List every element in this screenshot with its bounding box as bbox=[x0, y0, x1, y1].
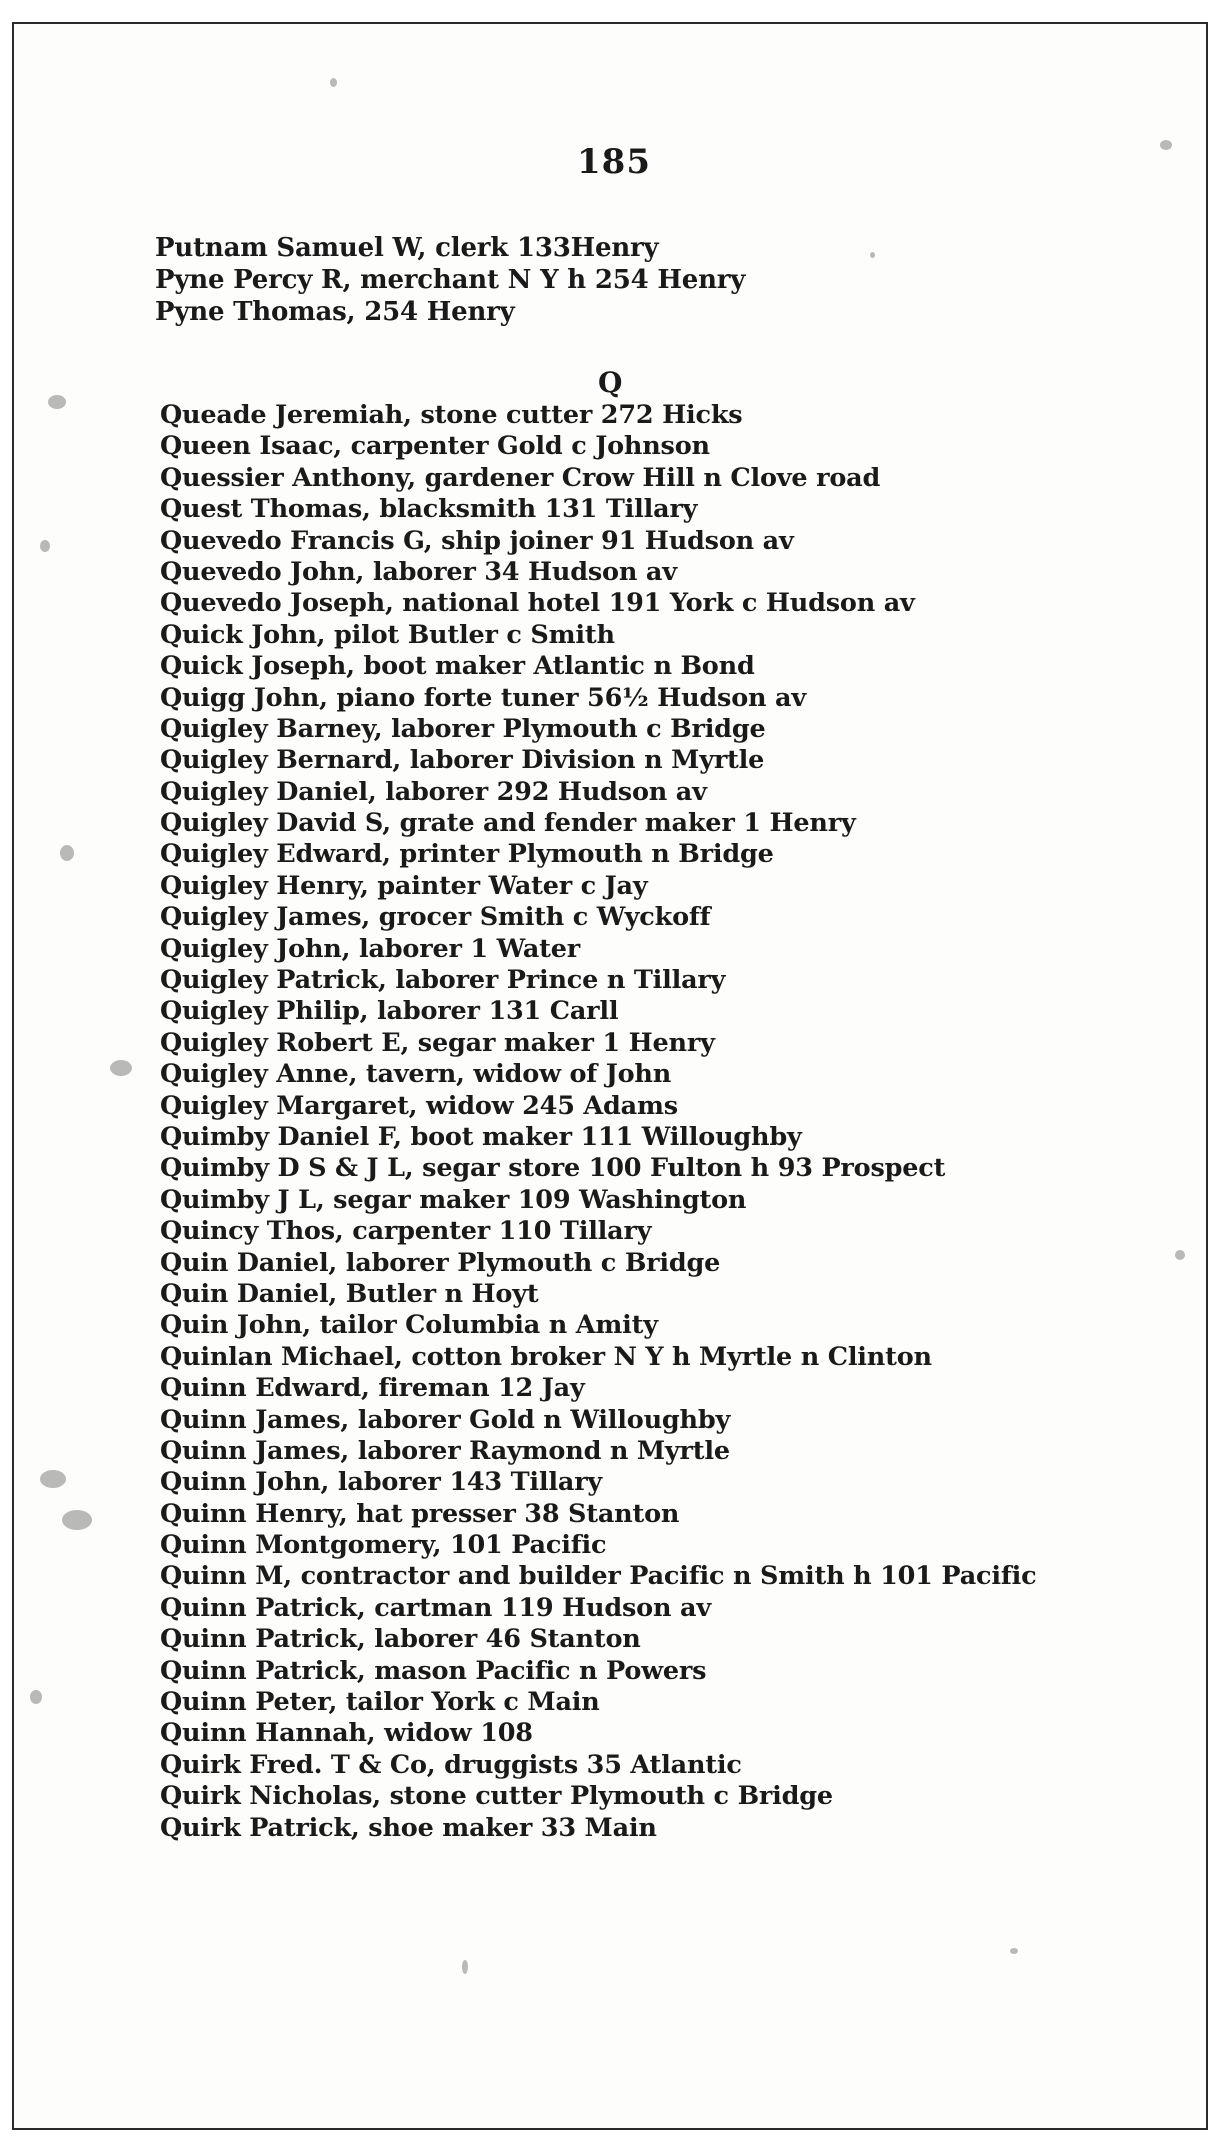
directory-entry: Quevedo Francis G, ship joiner 91 Hudson av bbox=[160, 525, 794, 556]
directory-entry: Quigley James, grocer Smith c Wyckoff bbox=[160, 902, 711, 933]
directory-entry: Quick John, pilot Butler c Smith bbox=[160, 619, 615, 650]
directory-entry: Quirk Fred. T & Co, druggists 35 Atlantic bbox=[160, 1749, 742, 1780]
speckle bbox=[30, 1690, 42, 1704]
section-letter: Q bbox=[598, 366, 623, 399]
directory-entry: Quigley Robert E, segar maker 1 Henry bbox=[160, 1027, 715, 1058]
directory-entry: Quest Thomas, blacksmith 131 Tillary bbox=[160, 494, 698, 525]
directory-entry: Quimby Daniel F, boot maker 111 Willoughby bbox=[160, 1121, 802, 1152]
entries-list bbox=[160, 400, 1120, 1844]
directory-entry: Quevedo Joseph, national hotel 191 York c Hudson av bbox=[160, 588, 915, 619]
directory-entry: Quigg John, piano forte tuner 56½ Hudson av bbox=[160, 682, 806, 713]
directory-entry: Quinn Patrick, cartman 119 Hudson av bbox=[160, 1592, 711, 1623]
speckle bbox=[1175, 1250, 1185, 1260]
directory-entry: Quinn Hannah, widow 108 bbox=[160, 1718, 533, 1749]
directory-entry: Pyne Thomas, 254 Henry bbox=[155, 297, 515, 327]
directory-entry: Quin Daniel, laborer Plymouth c Bridge bbox=[160, 1247, 721, 1278]
directory-entry: Quirk Patrick, shoe maker 33 Main bbox=[160, 1812, 657, 1843]
directory-entry: Quigley David S, grate and fender maker 1 Henry bbox=[160, 808, 856, 839]
directory-entry: Quinn John, laborer 143 Tillary bbox=[160, 1467, 603, 1498]
directory-entry: Quimby D S & J L, segar store 100 Fulton h 93 Prospect bbox=[160, 1153, 946, 1184]
directory-entry: Quigley Daniel, laborer 292 Hudson av bbox=[160, 776, 707, 807]
directory-entry: Putnam Samuel W, clerk 133Henry bbox=[155, 233, 659, 263]
directory-entry: Quinn James, laborer Raymond n Myrtle bbox=[160, 1435, 730, 1466]
speckle bbox=[40, 540, 50, 552]
directory-entry: Queade Jeremiah, stone cutter 272 Hicks bbox=[160, 400, 743, 430]
directory-entry: Quinn Patrick, laborer 46 Stanton bbox=[160, 1624, 641, 1655]
directory-entry: Quigley Margaret, widow 245 Adams bbox=[160, 1090, 678, 1121]
directory-entry: Quinn James, laborer Gold n Willoughby bbox=[160, 1404, 731, 1435]
speckle bbox=[48, 395, 66, 409]
directory-entry: Quigley John, laborer 1 Water bbox=[160, 933, 581, 964]
directory-entry: Quigley Barney, laborer Plymouth c Bridge bbox=[160, 713, 766, 744]
directory-entry: Quigley Bernard, laborer Division n Myrtle bbox=[160, 745, 765, 776]
directory-entry: Quigley Philip, laborer 131 Carll bbox=[160, 996, 619, 1027]
directory-entry: Quevedo John, laborer 34 Hudson av bbox=[160, 556, 677, 587]
speckle bbox=[60, 845, 74, 861]
page-number: 185 bbox=[577, 142, 651, 182]
directory-entry: Quinn Montgomery, 101 Pacific bbox=[160, 1530, 607, 1561]
speckle bbox=[462, 1960, 468, 1974]
directory-entry: Quinn Patrick, mason Pacific n Powers bbox=[160, 1655, 707, 1686]
directory-entry: Quigley Henry, painter Water c Jay bbox=[160, 870, 648, 901]
directory-entry: Quigley Edward, printer Plymouth n Bridge bbox=[160, 839, 774, 870]
speckle bbox=[870, 252, 875, 258]
speckle bbox=[1160, 140, 1172, 150]
speckle bbox=[62, 1510, 92, 1530]
speckle bbox=[40, 1470, 66, 1488]
pre-entries-list bbox=[155, 232, 1115, 328]
speckle bbox=[110, 1060, 132, 1076]
speckle bbox=[330, 78, 337, 87]
directory-entry: Quinn Edward, fireman 12 Jay bbox=[160, 1373, 585, 1404]
directory-entry: Quigley Anne, tavern, widow of John bbox=[160, 1059, 672, 1090]
directory-entry: Quick Joseph, boot maker Atlantic n Bond bbox=[160, 651, 755, 682]
directory-entry: Quessier Anthony, gardener Crow Hill n Clove road bbox=[160, 462, 881, 493]
directory-entry: Quin Daniel, Butler n Hoyt bbox=[160, 1278, 539, 1309]
directory-entry: Quin John, tailor Columbia n Amity bbox=[160, 1310, 658, 1341]
directory-entry: Quigley Patrick, laborer Prince n Tillary bbox=[160, 965, 726, 996]
speckle bbox=[1010, 1948, 1018, 1954]
directory-entry: Pyne Percy R, merchant N Y h 254 Henry bbox=[155, 265, 746, 295]
directory-entry: Quinlan Michael, cotton broker N Y h Myrtle n Clinton bbox=[160, 1341, 932, 1372]
directory-entry: Queen Isaac, carpenter Gold c Johnson bbox=[160, 431, 710, 462]
directory-entry: Quinn Peter, tailor York c Main bbox=[160, 1687, 600, 1718]
directory-entry: Quinn Henry, hat presser 38 Stanton bbox=[160, 1498, 680, 1529]
directory-entry: Quinn M, contractor and builder Pacific n Smith h 101 Pacific bbox=[160, 1561, 1037, 1592]
directory-entry: Quincy Thos, carpenter 110 Tillary bbox=[160, 1216, 652, 1247]
directory-entry: Quimby J L, segar maker 109 Washington bbox=[160, 1184, 747, 1215]
directory-entry: Quirk Nicholas, stone cutter Plymouth c Bridge bbox=[160, 1781, 833, 1812]
